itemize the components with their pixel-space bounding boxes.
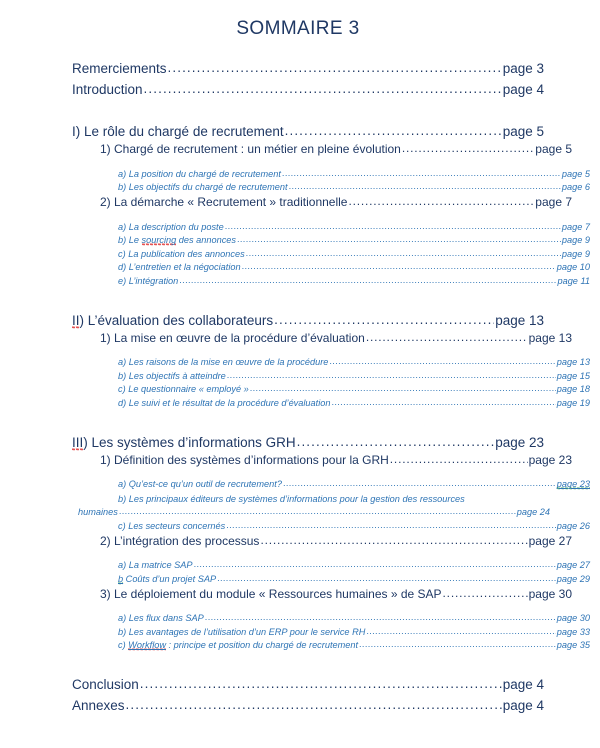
leader-dots — [283, 478, 556, 488]
toc-item-1-1-a[interactable] — [70, 169, 590, 179]
toc-section-3-1[interactable] — [70, 453, 572, 467]
toc-item-2-1-b[interactable] — [70, 371, 590, 381]
toc-entry-page: page 7 — [535, 195, 572, 209]
toc-entry-label: d) L’entretien et la négociation — [118, 262, 241, 272]
toc-entry-label: a) Les flux dans SAP — [118, 613, 204, 623]
toc-entry-page: page 23 — [528, 452, 572, 467]
toc-section-2-1[interactable] — [70, 331, 572, 345]
toc-entry-label: b) Les avantages de l’utilisation d’un ERP pour le service RH — [118, 626, 366, 637]
spacer — [70, 97, 542, 118]
toc-entry-page: page 27 — [528, 533, 572, 548]
toc-entry-label: b) Les objectifs du chargé de recrutement — [118, 182, 288, 192]
leader-dots — [217, 573, 556, 583]
toc-entry-conclusion[interactable] — [70, 677, 544, 692]
spacer — [70, 548, 542, 557]
toc-entry-page: page 19 — [556, 397, 590, 408]
toc-entry-label — [72, 313, 273, 328]
spacer — [70, 156, 542, 165]
toc-entry-page: page 24 — [516, 507, 550, 517]
toc-entry-page: page 7 — [561, 221, 590, 232]
leader-dots — [205, 612, 556, 622]
toc-entry-label: a) La matrice SAP — [118, 560, 193, 570]
leader-dots — [226, 520, 556, 530]
toc-entry-label: I) Le rôle du chargé de recrutement — [72, 124, 284, 139]
spell-error-workflow: Workflow — [128, 640, 166, 650]
toc-entry-remerciements[interactable] — [70, 61, 544, 76]
leader-dots — [246, 248, 561, 258]
page-title: SOMMAIRE 3 — [236, 18, 360, 39]
leader-dots — [119, 506, 516, 516]
toc-entry-label-suffix: ) L’évaluation des collaborateurs — [79, 312, 274, 328]
toc-item-3-3-b[interactable] — [70, 627, 590, 637]
toc-entry-page: page 13 — [528, 330, 572, 345]
toc-entry-label: 3) Le déploiement du module « Ressources humaines » de SAP — [100, 586, 442, 601]
toc-entry-label: 2) La démarche « Recrutement » traditionnelle — [100, 195, 348, 209]
toc-item-3-1-a[interactable] — [70, 479, 590, 490]
spacer — [70, 40, 542, 55]
leader-dots — [225, 221, 561, 231]
toc-entry-label-suffix: Coûts d’un projet SAP — [123, 573, 217, 584]
toc-entry-page: page 4 — [502, 82, 544, 97]
toc-entry-label: a) La position du chargé de recrutement — [118, 168, 281, 179]
spacer — [70, 467, 542, 476]
leader-dots — [402, 141, 534, 155]
leader-dots — [390, 452, 528, 466]
spell-error-sourcing: sourcing — [141, 235, 177, 245]
toc-entry-page: page 35 — [556, 640, 590, 650]
toc-entry-label — [118, 640, 358, 650]
leader-dots — [274, 312, 494, 327]
toc-item-2-1-a[interactable] — [70, 357, 590, 367]
spacer — [70, 408, 542, 429]
spacer — [70, 601, 542, 610]
toc-entry-page: page 3 — [502, 61, 544, 76]
toc-entry-label: d) Le suivi et le résultat de la procédure d’évaluation — [118, 397, 331, 408]
toc-entry-page: page 4 — [502, 677, 544, 692]
leader-dots — [366, 626, 555, 636]
leader-dots — [359, 639, 556, 649]
toc-entry-annexes[interactable] — [70, 698, 544, 713]
toc-entry-page: page 18 — [556, 384, 590, 394]
toc-item-3-2-a[interactable] — [70, 560, 590, 570]
toc-item-3-2-b[interactable] — [70, 574, 590, 584]
toc-entry-page: page 9 — [561, 248, 590, 259]
toc-entry-page: page 33 — [556, 626, 590, 637]
leader-dots — [285, 123, 502, 138]
toc-item-2-1-c[interactable] — [70, 384, 590, 394]
toc-entry-page: page 23 — [495, 434, 544, 450]
toc-entry-label: Conclusion — [72, 677, 139, 692]
toc-item-1-2-d[interactable] — [70, 262, 590, 272]
leader-dots — [297, 434, 495, 449]
toc-entry-page: page 29 — [556, 573, 590, 584]
leader-dots — [168, 60, 502, 75]
toc-section-1-2[interactable] — [70, 195, 572, 209]
leader-dots — [237, 234, 561, 244]
toc-entry-page: page 9 — [561, 235, 590, 245]
leader-dots — [140, 676, 502, 691]
toc-entry-page: page 27 — [556, 560, 590, 570]
toc-part-heading-2[interactable] — [70, 313, 544, 328]
toc-item-3-1-b-line1: b) Les principaux éditeurs de systèmes d’informations pour la gestion des ressources — [118, 493, 465, 504]
document-page — [0, 18, 600, 748]
toc-entry-label — [72, 435, 296, 450]
leader-dots — [227, 370, 556, 380]
toc-entry-page: page 11 — [557, 275, 590, 286]
toc-item-2-1-d[interactable] — [70, 398, 590, 408]
toc-entry-label: humaines — [78, 507, 118, 517]
toc-entry-page: page 10 — [556, 262, 590, 272]
toc-entry-label-suffix: ) Les systèmes d’informations GRH — [83, 434, 296, 450]
toc-entry-page: page 5 — [502, 124, 544, 139]
toc-entry-page: page 26 — [556, 520, 590, 531]
toc-entry-label: a) La description du poste — [118, 221, 224, 232]
toc-item-1-2-b[interactable] — [70, 235, 590, 245]
toc-entry-page: page 5 — [535, 142, 572, 156]
toc-section-3-3[interactable] — [70, 587, 572, 601]
leader-dots — [179, 275, 556, 285]
toc-entry-label: 1) La mise en œuvre de la procédure d’évaluation — [100, 330, 365, 345]
toc-item-1-2-c[interactable] — [70, 249, 590, 259]
toc-entry-label — [118, 574, 216, 584]
toc-entry-page: page 5 — [561, 168, 590, 179]
toc-entry-label: c) Les secteurs concernés — [118, 520, 226, 531]
toc-item-3-3-c[interactable] — [70, 640, 590, 650]
leader-dots — [289, 181, 561, 191]
toc-section-1-1[interactable] — [70, 142, 572, 156]
toc-entry-introduction[interactable] — [70, 82, 544, 97]
toc-entry-label-prefix: b) Le — [118, 235, 142, 245]
toc-entry-page: page 15 — [556, 370, 590, 381]
toc-entry-label-suffix: des annonces — [176, 235, 236, 245]
toc-entry-label: b) Les objectifs à atteindre — [118, 370, 226, 381]
leader-dots — [331, 397, 555, 407]
toc-item-3-1-c[interactable] — [70, 521, 590, 531]
toc-entry-label: a) Qu’est-ce qu’un outil de recrutement? — [118, 479, 282, 489]
leader-dots — [282, 168, 561, 178]
toc-part-heading-3[interactable] — [70, 435, 544, 450]
leader-dots — [443, 586, 528, 600]
toc-part-heading-1[interactable] — [70, 124, 544, 139]
toc-entry-label: 2) L’intégration des processus — [100, 533, 260, 548]
toc-item-1-1-b[interactable] — [70, 182, 590, 192]
leader-dots — [260, 533, 527, 547]
leader-dots — [250, 383, 556, 393]
toc-section-3-2[interactable] — [70, 534, 572, 548]
spacer — [70, 286, 542, 307]
toc-item-1-2-a[interactable] — [70, 222, 590, 232]
toc-entry-label — [118, 235, 236, 245]
toc-entry-label-prefix: c) — [118, 640, 129, 650]
spacer — [70, 345, 542, 354]
leader-dots — [144, 81, 502, 96]
toc-entry-page: page 30 — [528, 586, 572, 601]
spacer — [70, 650, 542, 671]
toc-entry-label: c) Le questionnaire « employé » — [118, 384, 249, 394]
leader-dots — [194, 559, 556, 569]
leader-dots — [366, 330, 528, 344]
toc-entry-label: Remerciements — [72, 61, 167, 76]
leader-dots — [348, 194, 534, 208]
toc-entry-label: c) La publication des annonces — [118, 248, 245, 259]
leader-dots — [329, 356, 555, 366]
leader-dots — [126, 697, 502, 712]
toc-entry-page: page 4 — [502, 698, 544, 713]
toc-item-1-2-e[interactable] — [70, 276, 590, 286]
toc-entry-page: page 30 — [556, 613, 590, 623]
toc-item-3-1-b-line2[interactable] — [70, 507, 550, 517]
toc-entry-label: Annexes — [72, 698, 125, 713]
toc-entry-label: Introduction — [72, 82, 143, 97]
toc-item-3-3-a[interactable] — [70, 613, 590, 623]
toc-entry-page: page 13 — [556, 357, 590, 367]
spell-error-roman-3: III — [72, 434, 84, 450]
toc-entry-label-suffix: : principe et position du chargé de recrutement — [166, 640, 359, 650]
toc-entry-label: 1) Définition des systèmes d’informations pour la GRH — [100, 452, 389, 467]
spacer — [70, 209, 542, 218]
spell-error-roman-2: II — [72, 312, 80, 328]
leader-dots — [242, 261, 556, 271]
toc-entry-label: a) Les raisons de la mise en œuvre de la procédure — [118, 357, 329, 367]
toc-entry-label: 1) Chargé de recrutement : un métier en pleine évolution — [100, 142, 401, 156]
toc-entry-page: page 13 — [495, 312, 544, 328]
toc-entry-page: page 6 — [561, 182, 590, 192]
toc-entry-label: e) L’intégration — [118, 275, 179, 286]
grammar-error-b: b — [118, 573, 124, 584]
grammar-error-page-23: page 23 — [556, 479, 590, 489]
